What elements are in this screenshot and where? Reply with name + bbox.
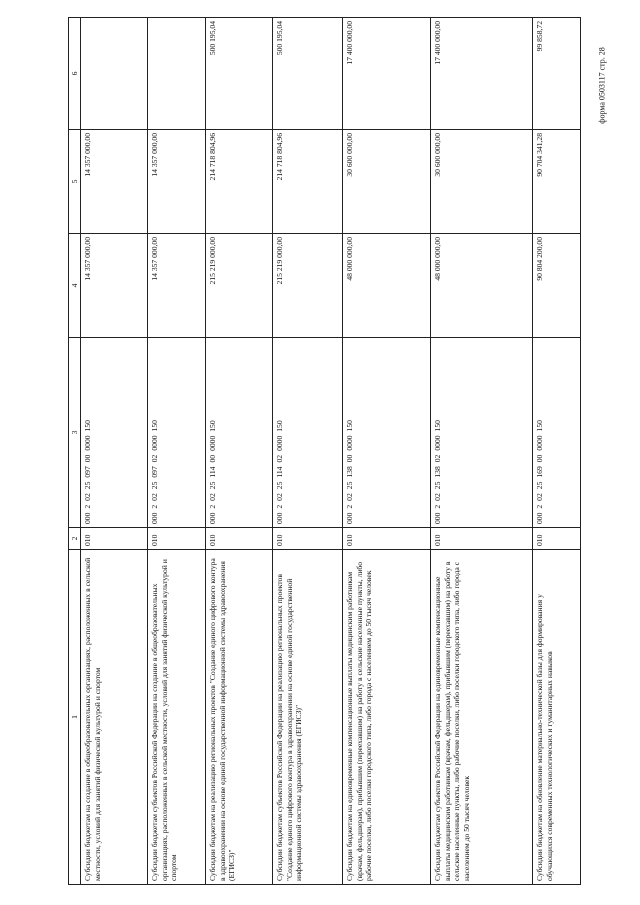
rotated-table-container [68, 18, 570, 885]
budget-code-cell [431, 338, 533, 528]
budget-code-part: 02 [150, 454, 160, 463]
budget-code-part: 138 [345, 466, 355, 478]
budget-code-part: 02 [275, 493, 285, 501]
header-col-2: 2 [69, 528, 81, 550]
budget-code-cell [343, 338, 431, 528]
executed-amount-cell: 14 357 000,00 [148, 130, 206, 234]
budget-code-part: 02 [433, 454, 443, 463]
executed-amount-cell: 214 718 804,96 [273, 130, 343, 234]
budget-code-part: 000 [150, 512, 160, 524]
approved-amount-cell: 14 357 000,00 [81, 234, 148, 338]
line-code-cell: 010 [533, 528, 581, 550]
executed-amount-cell: 214 718 804,96 [206, 130, 273, 234]
budget-code-part: 0000 [275, 435, 285, 451]
budget-code-part: 2 [275, 504, 285, 509]
budget-code-part: 02 [345, 493, 355, 501]
table-row [343, 18, 431, 885]
budget-code-part: 2 [150, 504, 160, 509]
budget-code-part: 25 [208, 481, 218, 490]
budget-code-part: 2 [433, 504, 443, 509]
budget-code-part: 000 [345, 512, 355, 524]
budget-code-part: 150 [83, 420, 93, 432]
approved-amount-cell: 215 219 000,00 [273, 234, 343, 338]
income-name-cell: Субсидии бюджетам на реализацию региональных проектов "Создание единого цифрового контура в здравоохранении на основе единой государственной информационной системы здравоохранения (ЕГИСЗ)" [206, 550, 273, 885]
income-name-cell: Субсидии бюджетам на обновление материально-технической базы для формирования у обучающихся современных технологических и гуманитарных навыков [533, 550, 581, 885]
remaining-amount-cell: 500 195,04 [206, 18, 273, 130]
budget-code-part: 25 [535, 481, 545, 490]
budget-code-cell [81, 338, 148, 528]
header-col-6: 6 [69, 18, 81, 130]
budget-code-part: 150 [433, 420, 443, 432]
line-code-cell: 010 [148, 528, 206, 550]
budget-code-part: 0000 [83, 435, 93, 451]
budget-code-part: 02 [208, 493, 218, 501]
header-col-5: 5 [69, 130, 81, 234]
budget-code-part: 2 [345, 504, 355, 509]
budget-code-part: 150 [535, 420, 545, 432]
rotated-table-area [68, 18, 570, 885]
approved-amount-cell: 215 219 000,00 [206, 234, 273, 338]
table-row [273, 18, 343, 885]
form-label-text: форма 0503117 стр. 28 [597, 46, 607, 124]
remaining-amount-cell: 500 195,04 [273, 18, 343, 130]
budget-code-part: 02 [433, 493, 443, 501]
budget-code-part: 138 [433, 466, 443, 478]
approved-amount-cell: 90 804 200,00 [533, 234, 581, 338]
budget-code-cell [206, 338, 273, 528]
line-code-cell: 010 [273, 528, 343, 550]
approved-amount-cell: 14 357 000,00 [148, 234, 206, 338]
header-col-4: 4 [69, 234, 81, 338]
line-code-cell: 010 [206, 528, 273, 550]
budget-code-cell [273, 338, 343, 528]
column-number-header [69, 18, 81, 885]
remaining-amount-cell [81, 18, 148, 130]
budget-code-part: 0000 [150, 435, 160, 451]
budget-code-part: 169 [535, 466, 545, 478]
budget-code-part: 000 [275, 512, 285, 524]
approved-amount-cell: 48 000 000,00 [431, 234, 533, 338]
header-col-3: 3 [69, 338, 81, 528]
income-name-cell: Субсидии бюджетам на единовременные компенсационные выплаты медицинским работникам (врачам, фельдшерам), прибывшим (переехавшим) на работу в сельские населенные пункты, либо рабочие поселки, либо поселки городского типа, либо города с населением до 50 тысяч человек [343, 550, 431, 885]
budget-code-part: 2 [83, 504, 93, 509]
budget-code-part: 02 [275, 454, 285, 463]
budget-code-part: 02 [83, 493, 93, 501]
budget-code-part: 000 [83, 512, 93, 524]
approved-amount-cell: 48 000 000,00 [343, 234, 431, 338]
budget-code-cell [148, 338, 206, 528]
budget-code-part: 02 [535, 493, 545, 501]
budget-code-part: 000 [433, 512, 443, 524]
budget-code-part: 150 [208, 420, 218, 432]
income-name-cell: Субсидии бюджетам на создание в общеобразовательных организациях, расположенных в сельской местности, условий для занятий физической культурой и спортом [81, 550, 148, 885]
line-code-cell: 010 [431, 528, 533, 550]
remaining-amount-cell: 99 858,72 [533, 18, 581, 130]
income-name-cell: Субсидии бюджетам субъектов Российской Федерации на создание в общеобразовательных организациях, расположенных в сельской местности, условий для занятий физической культурой и спортом [148, 550, 206, 885]
budget-code-part: 00 [345, 454, 355, 463]
remaining-amount-cell [148, 18, 206, 130]
budget-code-part: 00 [83, 454, 93, 463]
table-row [206, 18, 273, 885]
budget-income-table [68, 17, 581, 885]
remaining-amount-cell: 17 400 000,00 [431, 18, 533, 130]
budget-code-part: 00 [208, 454, 218, 463]
executed-amount-cell: 90 704 341,28 [533, 130, 581, 234]
budget-code-part: 114 [275, 466, 285, 478]
table-row [533, 18, 581, 885]
header-col-1: 1 [69, 550, 81, 885]
table-row [81, 18, 148, 885]
budget-code-cell [533, 338, 581, 528]
budget-code-part: 000 [535, 512, 545, 524]
table-row [431, 18, 533, 885]
budget-code-part: 25 [345, 481, 355, 490]
budget-code-part: 0000 [535, 435, 545, 451]
income-name-cell: Субсидии бюджетам субъектов Российской Федерации на единовременные компенсационные выплаты медицинским работникам (врачам, фельдшерам), прибывшим (переехавшим) на работу в сельские населенные пункты, либо рабочие поселки, либо поселки городского типа, либо города с населением до 50 тысяч человек [431, 550, 533, 885]
line-code-cell: 010 [343, 528, 431, 550]
budget-code-part: 0000 [208, 435, 218, 451]
budget-code-part: 25 [150, 481, 160, 490]
budget-code-part: 097 [150, 466, 160, 478]
budget-code-part: 2 [535, 504, 545, 509]
budget-code-part: 25 [433, 481, 443, 490]
budget-code-part: 25 [83, 481, 93, 490]
executed-amount-cell: 30 600 000,00 [431, 130, 533, 234]
budget-code-part: 0000 [345, 435, 355, 451]
budget-code-part: 02 [150, 493, 160, 501]
executed-amount-cell: 14 357 000,00 [81, 130, 148, 234]
budget-code-part: 2 [208, 504, 218, 509]
budget-code-part: 0000 [433, 435, 443, 451]
budget-code-part: 000 [208, 512, 218, 524]
line-code-cell: 010 [81, 528, 148, 550]
budget-code-part: 00 [535, 454, 545, 463]
budget-code-part: 25 [275, 481, 285, 490]
budget-code-part: 150 [275, 420, 285, 432]
budget-code-part: 150 [150, 420, 160, 432]
executed-amount-cell: 30 600 000,00 [343, 130, 431, 234]
budget-code-part: 097 [83, 466, 93, 478]
budget-code-part: 150 [345, 420, 355, 432]
income-name-cell: Субсидии бюджетам субъектов Российской Федерации на реализацию региональных проектов "Создание единого цифрового контура в здравоохранении на основе единой государственной информационной системы здравоохранения (ЕГИСЗ)" [273, 550, 343, 885]
remaining-amount-cell: 17 400 000,00 [343, 18, 431, 130]
table-row [148, 18, 206, 885]
table-body [81, 18, 581, 885]
budget-code-part: 114 [208, 466, 218, 478]
